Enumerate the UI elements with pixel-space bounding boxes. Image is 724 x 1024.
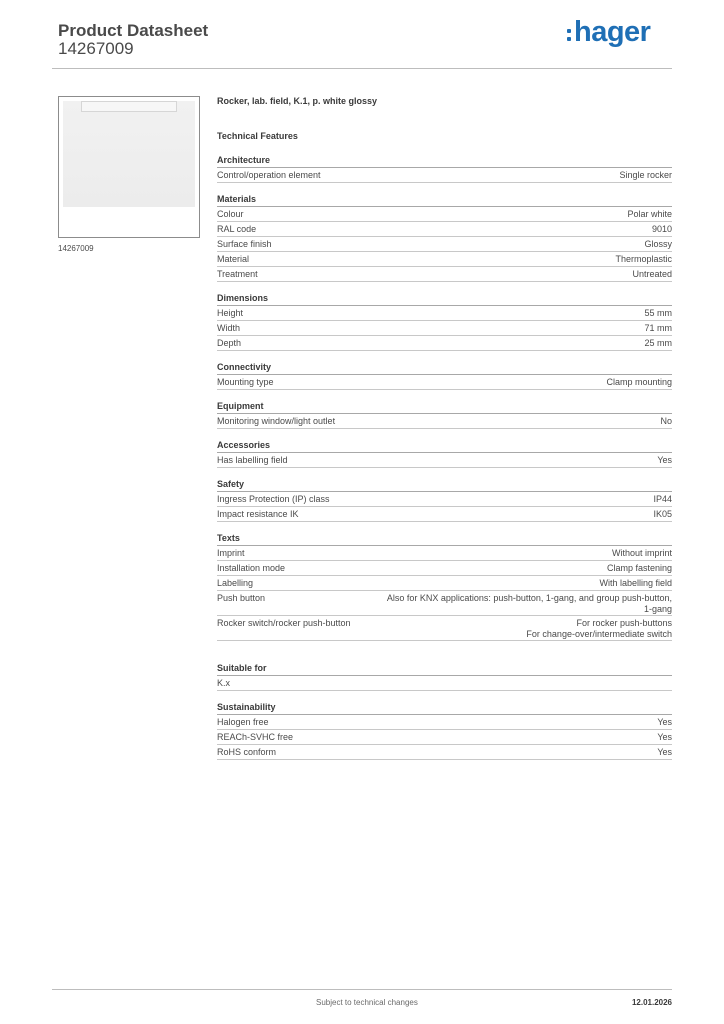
spec-row [217, 561, 672, 576]
spec-key: K.x [217, 678, 231, 688]
spec-key: Installation mode [217, 563, 286, 573]
header-divider [52, 68, 672, 69]
spec-key: Width [217, 323, 241, 333]
spec-row [217, 414, 672, 429]
spec-key: Height [217, 308, 244, 318]
logo-dots-icon [567, 29, 571, 41]
spec-value: Glossy [644, 239, 672, 249]
footer-divider [52, 989, 672, 990]
spec-row [217, 507, 672, 522]
spec-section [217, 293, 672, 351]
spec-key: Ingress Protection (IP) class [217, 494, 330, 504]
rocker-face [63, 101, 195, 207]
spec-key: Treatment [217, 269, 258, 279]
spec-section [217, 155, 672, 183]
spec-section [217, 362, 672, 390]
spec-value: Yes [657, 717, 672, 727]
section-title: Safety [217, 479, 672, 492]
image-caption: 14267009 [58, 244, 94, 253]
spec-key: Halogen free [217, 717, 269, 727]
spec-value: Thermoplastic [615, 254, 672, 264]
footer-note: Subject to technical changes [316, 998, 418, 1007]
spec-row [217, 168, 672, 183]
spec-value: Polar white [627, 209, 672, 219]
spec-row [217, 207, 672, 222]
section-title: Connectivity [217, 362, 672, 375]
spec-section [217, 440, 672, 468]
spec-row [217, 237, 672, 252]
spec-key: Colour [217, 209, 244, 219]
spec-value: Yes [657, 455, 672, 465]
section-title: Texts [217, 533, 672, 546]
spec-value: IK05 [653, 509, 672, 519]
section-title: Equipment [217, 401, 672, 414]
product-code: 14267009 [58, 39, 134, 58]
label-field [81, 101, 177, 112]
spec-row [217, 591, 672, 616]
spec-key: Rocker switch/rocker push-button [217, 618, 351, 628]
spec-row [217, 252, 672, 267]
spec-value: Untreated [632, 269, 672, 279]
spec-value: Yes [657, 732, 672, 742]
spec-value: IP44 [653, 494, 672, 504]
spec-section [217, 479, 672, 522]
spec-key: Monitoring window/light outlet [217, 416, 336, 426]
section-title: Sustainability [217, 702, 672, 715]
spec-row [217, 676, 672, 691]
spec-section [217, 194, 672, 282]
section-title: Architecture [217, 155, 672, 168]
spec-key: Has labelling field [217, 455, 288, 465]
page-title: Product Datasheet [58, 21, 209, 40]
section-title: Accessories [217, 440, 672, 453]
spec-key: Depth [217, 338, 242, 348]
spec-key: Imprint [217, 548, 245, 558]
spec-key: Impact resistance IK [217, 509, 299, 519]
spec-key: Mounting type [217, 377, 274, 387]
technical-features-heading: Technical Features [217, 131, 298, 141]
spec-key: Surface finish [217, 239, 272, 249]
footer-date: 12.01.2026 [631, 998, 672, 1007]
spec-value: 9010 [651, 224, 672, 234]
spec-content [217, 95, 672, 760]
spec-row [217, 321, 672, 336]
spec-row [217, 375, 672, 390]
spec-value: With labelling field [599, 578, 672, 588]
section-title: Suitable for [217, 663, 672, 676]
spec-value: No [660, 416, 672, 426]
spec-key: RAL code [217, 224, 257, 234]
spec-sections [217, 155, 672, 760]
spec-key: REACh-SVHC free [217, 732, 294, 742]
spec-value: Single rocker [619, 170, 672, 180]
spec-row [217, 616, 672, 641]
product-description: Rocker, lab. field, K.1, p. white glossy [217, 96, 378, 106]
brand-logo [567, 15, 650, 49]
spec-row [217, 222, 672, 237]
spec-section [217, 533, 672, 641]
spec-value: Also for KNX applications: push-button, 1-gang, and group push-button, 1-gang [386, 593, 672, 614]
spec-value: 55 mm [644, 308, 672, 318]
spec-value: 25 mm [644, 338, 672, 348]
spec-section [217, 401, 672, 429]
spec-row [217, 453, 672, 468]
spec-value: Without imprint [611, 548, 672, 558]
spec-row [217, 715, 672, 730]
spec-section [217, 702, 672, 760]
spec-value: 71 mm [644, 323, 672, 333]
spec-key: Control/operation element [217, 170, 321, 180]
spec-key: Material [217, 254, 250, 264]
spec-row [217, 336, 672, 351]
section-title: Materials [217, 194, 672, 207]
spec-key: Push button [217, 593, 266, 603]
spec-row [217, 546, 672, 561]
product-image [58, 96, 200, 238]
spec-value: Yes [657, 747, 672, 757]
spec-section [217, 663, 672, 691]
spec-value: Clamp mounting [606, 377, 672, 387]
spec-row [217, 576, 672, 591]
spec-key: RoHS conform [217, 747, 277, 757]
spec-key: Labelling [217, 578, 254, 588]
spec-row [217, 306, 672, 321]
spec-value: For rocker push-buttons For change-over/intermediate switch [526, 618, 672, 639]
section-title: Dimensions [217, 293, 672, 306]
logo-text: hager [574, 15, 651, 48]
spec-value: Clamp fastening [606, 563, 672, 573]
spec-row [217, 730, 672, 745]
spec-row [217, 745, 672, 760]
spec-row [217, 267, 672, 282]
spec-row [217, 492, 672, 507]
